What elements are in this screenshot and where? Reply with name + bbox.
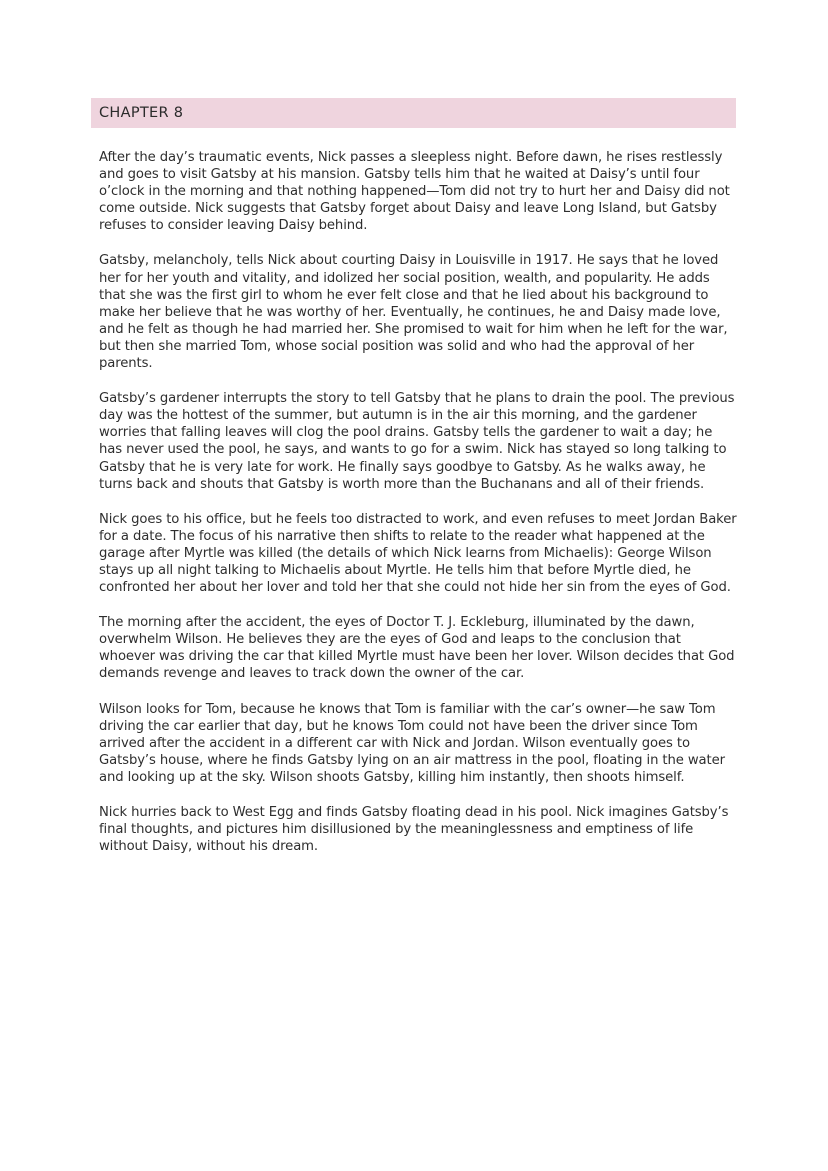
paragraph-1: After the day’s traumatic events, Nick passes a sleepless night. Before dawn, he rises restlessly and goes to visit Gatsby at his mansion. Gatsby tells him that he waited at Daisy’s until four o’clock in the morning and that nothing happened—Tom did not try to hurt her and Daisy did not come outside. Nick suggests that Gatsby forget about Daisy and leave Long Island, but Gatsby refuses to consider leaving Daisy behind. — [99, 150, 730, 234]
paragraph-5: The morning after the accident, the eyes of Doctor T. J. Eckleburg, illuminated by the dawn, overwhelm Wilson. He believes they are the eyes of God and leaps to the conclusion that whoever was driving the car that killed Myrtle must have been her lover. Wilson decides that God demands revenge and leaves to track down the owner of the car. — [99, 615, 735, 682]
paragraph-3: Gatsby’s gardener interrupts the story to tell Gatsby that he plans to drain the pool. The previous day was the hottest of the summer, but autumn is in the air this morning, and the gardener worries that falling leaves will clog the pool drains. Gatsby tells the gardener to wait a day; he has never used the pool, he says, and wants to go for a swim. Nick has stayed so long talking to Gatsby that he is very late for work. He finally says goodbye to Gatsby. As he walks away, he turns back and shouts that Gatsby is worth more than the Buchanans and all of their friends. — [99, 391, 735, 492]
chapter-summary-text — [99, 149, 739, 873]
paragraph-7: Nick hurries back to West Egg and finds Gatsby floating dead in his pool. Nick imagines Gatsby’s final thoughts, and pictures him disillusioned by the meaninglessness and emptiness of life without Daisy, without his dream. — [99, 805, 729, 855]
chapter-heading-banner — [91, 98, 736, 128]
paragraph-6: Wilson looks for Tom, because he knows that Tom is familiar with the car’s owner—he saw Tom driving the car earlier that day, but he knows Tom could not have been the driver since Tom arrived after the accident in a different car with Nick and Jordan. Wilson eventually goes to Gatsby’s house, where he finds Gatsby lying on an air mattress in the pool, floating in the water and looking up at the sky. Wilson shoots Gatsby, killing him instantly, then shoots himself. — [99, 701, 725, 785]
paragraph-4: Nick goes to his office, but he feels too distracted to work, and even refuses to meet Jordan Baker for a date. The focus of his narrative then shifts to relate to the reader what happened at the garage after Myrtle was killed (the details of which Nick learns from Michaelis): George Wilson stays up all night talking to Michaelis about Myrtle. He tells him that before Myrtle died, he confronted her about her lover and told her that she could not hide her sin from the eyes of God. — [99, 511, 737, 596]
chapter-title: CHAPTER 8 — [99, 105, 184, 121]
paragraph-2: Gatsby, melancholy, tells Nick about courting Daisy in Louisville in 1917. He says that he loved her for her youth and vitality, and idolized her social position, wealth, and popularity. He adds that she was the first girl to whom he ever felt close and that he lied about his background to make her believe that he was worthy of her. Eventually, he continues, he and Daisy made love, and he felt as though he had married her. She promised to wait for him when he left for the war, but then she married Tom, whose social position was solid and who had the approval of her parents. — [99, 253, 728, 372]
